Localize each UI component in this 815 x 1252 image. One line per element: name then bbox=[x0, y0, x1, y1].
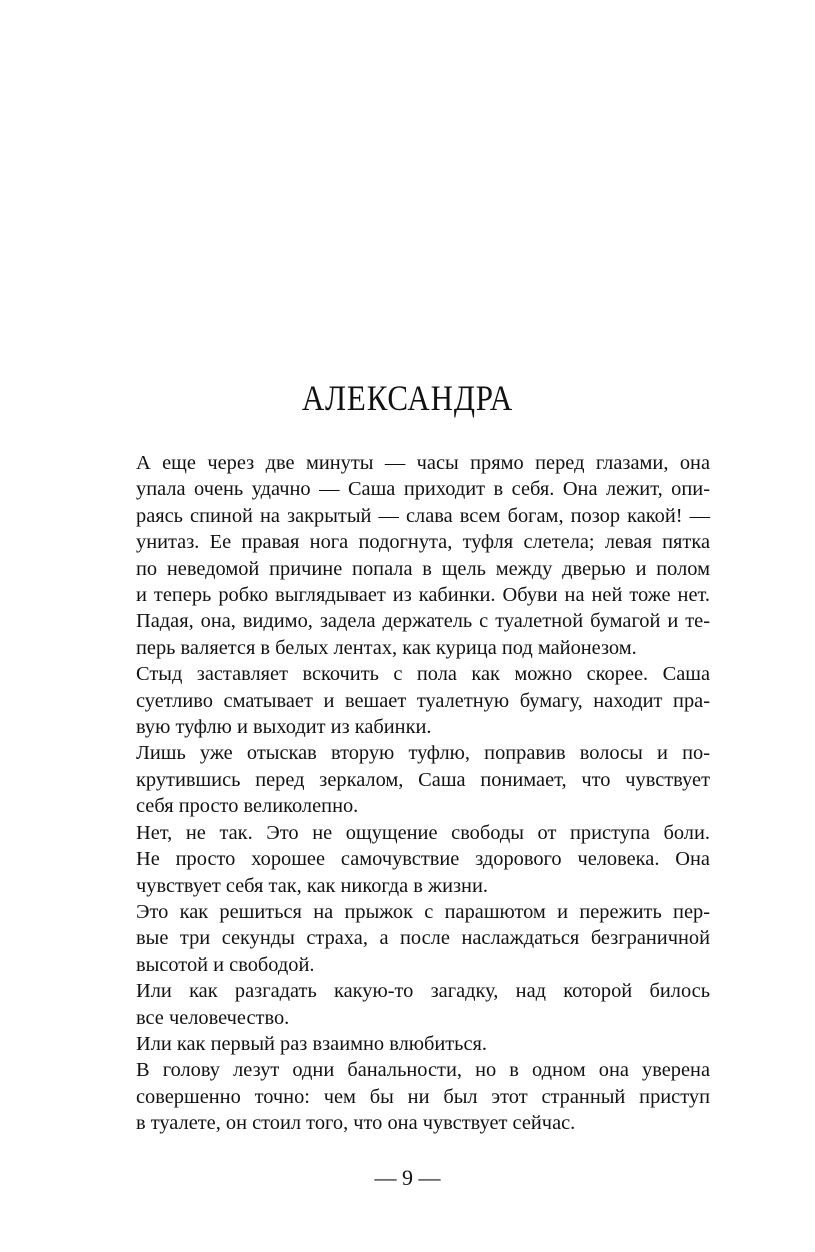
text-line: перь валяется в белых лентах, как курица под майонезом. bbox=[136, 636, 637, 659]
text-line: чувствует себя так, как никогда в жизни. bbox=[136, 874, 488, 897]
paragraph-6 bbox=[108, 978, 710, 1031]
text-line: совершенно точно: чем бы ни был этот странный приступ bbox=[136, 1085, 710, 1108]
text-line: Не просто хорошее самочувствие здорового человека. Она bbox=[136, 848, 710, 871]
text-line: крутившись перед зеркалом, Саша понимает, что чувствует bbox=[136, 768, 710, 791]
paragraph-4 bbox=[108, 820, 710, 899]
text-line: упала очень удачно — Саша приходит в себя. Она лежит, опи- bbox=[136, 478, 710, 501]
text-line: высотой и свободой. bbox=[136, 953, 315, 976]
text-line: Нет, не так. Это не ощущение свободы от приступа боли. bbox=[136, 821, 710, 844]
text-line: Стыд заставляет вскочить с пола как можно скорее. Саша bbox=[136, 663, 710, 686]
text-line: вые три секунды страха, а после наслаждаться безграничной bbox=[136, 927, 710, 950]
paragraph-3 bbox=[108, 740, 710, 819]
text-line: Это как решиться на прыжок с парашютом и пережить пер- bbox=[136, 900, 710, 923]
text-line: раясь спиной на закрытый — слава всем богам, позор какой! — bbox=[136, 504, 710, 527]
text-line: в туалете, он стоил того, что она чувствует сейчас. bbox=[136, 1112, 576, 1135]
text-line: вую туфлю и выходит из кабинки. bbox=[136, 716, 432, 739]
text-line: по неведомой причине попала в щель между дверью и полом bbox=[136, 557, 710, 580]
text-line: Лишь уже отыскав вторую туфлю, поправив волосы и по- bbox=[136, 742, 710, 765]
paragraph-8 bbox=[108, 1057, 710, 1136]
text-line: Падая, она, видимо, задела держатель с туалетной бумагой и те- bbox=[136, 610, 710, 633]
paragraph-5 bbox=[108, 899, 710, 978]
text-line: и теперь робко выглядывает из кабинки. Обуви на ней тоже нет. bbox=[136, 584, 710, 607]
paragraph-2 bbox=[108, 661, 710, 740]
chapter-title: АЛЕКСАНДРА bbox=[301, 378, 514, 418]
page-number: — 9 — bbox=[374, 1165, 441, 1190]
text-line: А еще через две минуты — часы прямо перед глазами, она bbox=[136, 452, 710, 474]
text-line: суетливо сматывает и вешает туалетную бумагу, находит пра- bbox=[136, 689, 710, 712]
text-line: Или как разгадать какую-то загадку, над которой билось bbox=[136, 980, 710, 1003]
text-line: Или как первый раз взаимно влюбиться. bbox=[136, 1032, 488, 1055]
text-line: себя просто великолепно. bbox=[136, 795, 359, 818]
text-line: В голову лезут одни банальности, но в одном она уверена bbox=[136, 1059, 710, 1082]
text-line: унитаз. Ее правая нога подогнута, туфля слетела; левая пятка bbox=[136, 531, 710, 554]
paragraph-7 bbox=[108, 1031, 710, 1057]
text-line: все человечество. bbox=[136, 1006, 290, 1029]
paragraph-1 bbox=[108, 450, 710, 661]
body-text bbox=[108, 450, 710, 1137]
